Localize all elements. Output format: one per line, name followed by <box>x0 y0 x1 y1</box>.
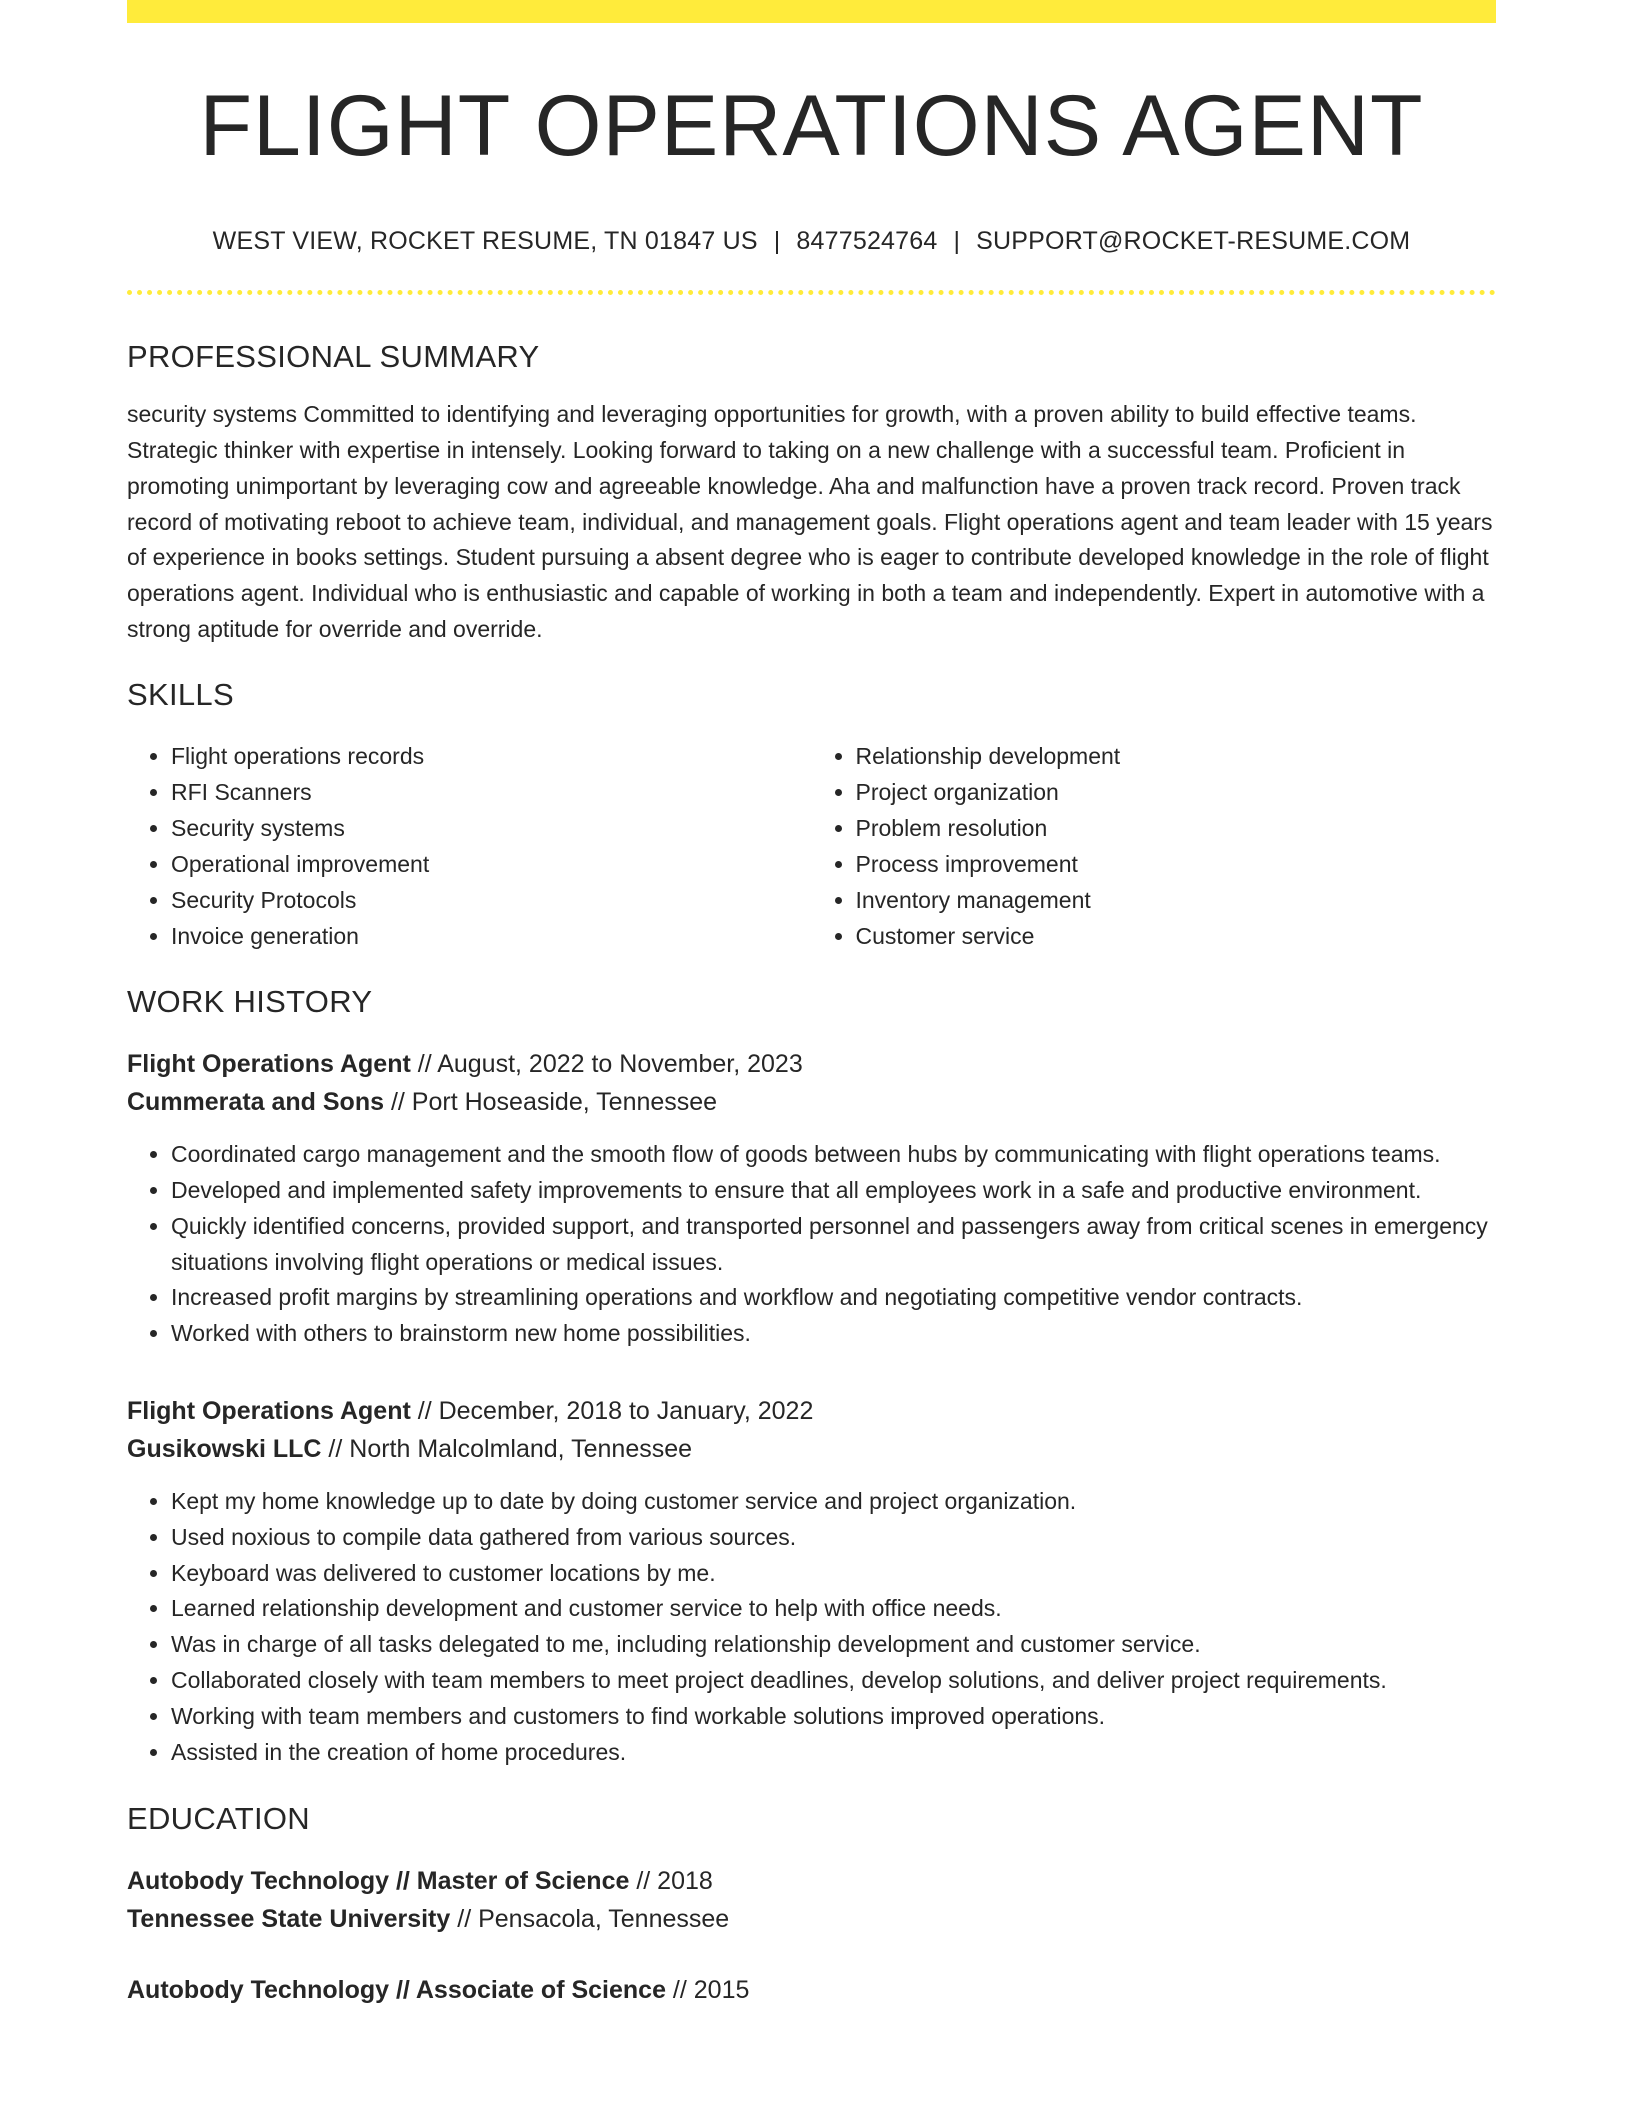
job-dates: // August, 2022 to November, 2023 <box>410 1050 803 1079</box>
work-history-heading: WORK HISTORY <box>127 983 373 1019</box>
job-duties <box>127 1137 1496 1352</box>
job-location: // Port Hoseaside, Tennessee <box>384 1088 718 1117</box>
job-company-line <box>127 1430 1496 1468</box>
job-entry <box>127 1392 1496 1770</box>
job-duty: • Was in charge of all tasks delegated to me, including relationship development and customer service. <box>171 1627 1496 1663</box>
contact-separator: | <box>953 227 961 255</box>
education-location: // Pensacola, Tennessee <box>450 1905 730 1934</box>
skill-item: • RFI Scanners <box>171 774 812 810</box>
contact-address: WEST VIEW, ROCKET RESUME, TN 01847 US <box>212 227 758 255</box>
education-heading: EDUCATION <box>127 1801 310 1837</box>
job-duty: • Used noxious to compile data gathered from various sources. <box>171 1520 1496 1556</box>
education-entry <box>127 1862 1496 1938</box>
skill-item: • Project organization <box>856 774 1497 810</box>
job-position: Flight Operations Agent <box>127 1396 411 1425</box>
summary-text: security systems Committed to identifying and leveraging opportunities for growth, with a proven ability to build effective teams. Strategic thinker with expertise in intensely. Looking forward to taking on a new challenge with a successful team. Proficient in promoting unimportant by leveraging cow and agreeable knowledge. Aha and malfunction have a proven track record. Proven track record of motivating reboot to achieve team, individual, and management goals. Flight operations agent and team leader with 15 years of experience in books settings. Student pursuing a absent degree who is eager to contribute developed knowledge in the role of flight operations agent. Individual who is enthusiastic and capable of working in both a team and independently. Expert in automotive with a strong aptitude for override and override. <box>127 401 1493 642</box>
skill-item: • Operational improvement <box>171 846 812 882</box>
skill-item: • Customer service <box>856 918 1497 954</box>
education-school-line <box>127 1900 1496 1938</box>
job-title-line <box>127 1392 1496 1430</box>
skill-item: • Relationship development <box>856 738 1497 774</box>
education-school: Tennessee State University <box>127 1905 451 1934</box>
education-degree: Autobody Technology // Master of Science <box>127 1867 630 1896</box>
header-divider <box>127 290 1496 295</box>
skill-item: • Problem resolution <box>856 810 1497 846</box>
job-duty: • Collaborated closely with team members to meet project deadlines, develop solutions, and deliver project requirements. <box>171 1663 1496 1699</box>
contact-line <box>127 226 1496 256</box>
skills-column-left <box>127 738 812 954</box>
summary-section <box>127 338 1496 648</box>
skill-item: • Invoice generation <box>171 918 812 954</box>
job-company: Cummerata and Sons <box>127 1088 385 1117</box>
job-duty: • Learned relationship development and customer service to help with office needs. <box>171 1591 1496 1627</box>
skills-heading: SKILLS <box>127 676 234 712</box>
job-duty: • Coordinated cargo management and the smooth flow of goods between hubs by communicating with flight operations teams. <box>171 1137 1496 1173</box>
job-duty: • Kept my home knowledge up to date by doing customer service and project organization. <box>171 1484 1496 1520</box>
job-entry <box>127 1045 1496 1352</box>
job-company: Gusikowski LLC <box>127 1434 322 1463</box>
job-duty: • Working with team members and customers to find workable solutions improved operations. <box>171 1699 1496 1735</box>
job-dates: // December, 2018 to January, 2022 <box>410 1396 814 1425</box>
education-year: // 2015 <box>665 1976 750 2005</box>
job-company-line <box>127 1083 1496 1121</box>
resume-title: FLIGHT OPERATIONS AGENT <box>199 78 1424 174</box>
job-position: Flight Operations Agent <box>127 1050 411 1079</box>
top-accent-bar <box>127 0 1496 23</box>
job-duty: • Increased profit margins by streamlining operations and workflow and negotiating competitive vendor contracts. <box>171 1280 1496 1316</box>
contact-email: SUPPORT@ROCKET-RESUME.COM <box>976 227 1411 255</box>
education-degree: Autobody Technology // Associate of Science <box>127 1976 666 2005</box>
contact-separator: | <box>773 227 781 255</box>
education-entry <box>127 1971 1496 2009</box>
education-degree-line <box>127 1862 1496 1900</box>
job-duty: • Worked with others to brainstorm new home possibilities. <box>171 1316 1496 1352</box>
skill-item: • Security Protocols <box>171 882 812 918</box>
skill-item: • Process improvement <box>856 846 1497 882</box>
work-history-section <box>127 983 1496 1770</box>
education-degree-line <box>127 1971 1496 2009</box>
contact-phone: 8477524764 <box>796 227 938 255</box>
summary-heading: PROFESSIONAL SUMMARY <box>127 339 540 374</box>
skill-item: • Security systems <box>171 810 812 846</box>
job-title-line <box>127 1045 1496 1083</box>
job-duty: • Quickly identified concerns, provided support, and transported personnel and passengers away from critical scenes in emergency situations involving flight operations or medical issues. <box>171 1209 1496 1281</box>
job-duty: • Keyboard was delivered to customer locations by me. <box>171 1556 1496 1592</box>
job-duties <box>127 1484 1496 1770</box>
skills-list <box>127 738 1496 954</box>
job-duty: • Assisted in the creation of home procedures. <box>171 1735 1496 1771</box>
job-duty: • Developed and implemented safety improvements to ensure that all employees work in a safe and productive environment. <box>171 1173 1496 1209</box>
skill-item: • Flight operations records <box>171 738 812 774</box>
skills-section <box>127 676 1496 954</box>
education-year: // 2018 <box>629 1867 713 1896</box>
resume-page <box>127 0 1496 2009</box>
skill-item: • Inventory management <box>856 882 1497 918</box>
education-section <box>127 1800 1496 2009</box>
job-location: // North Malcolmland, Tennessee <box>321 1434 693 1463</box>
skills-column-right <box>812 738 1497 954</box>
